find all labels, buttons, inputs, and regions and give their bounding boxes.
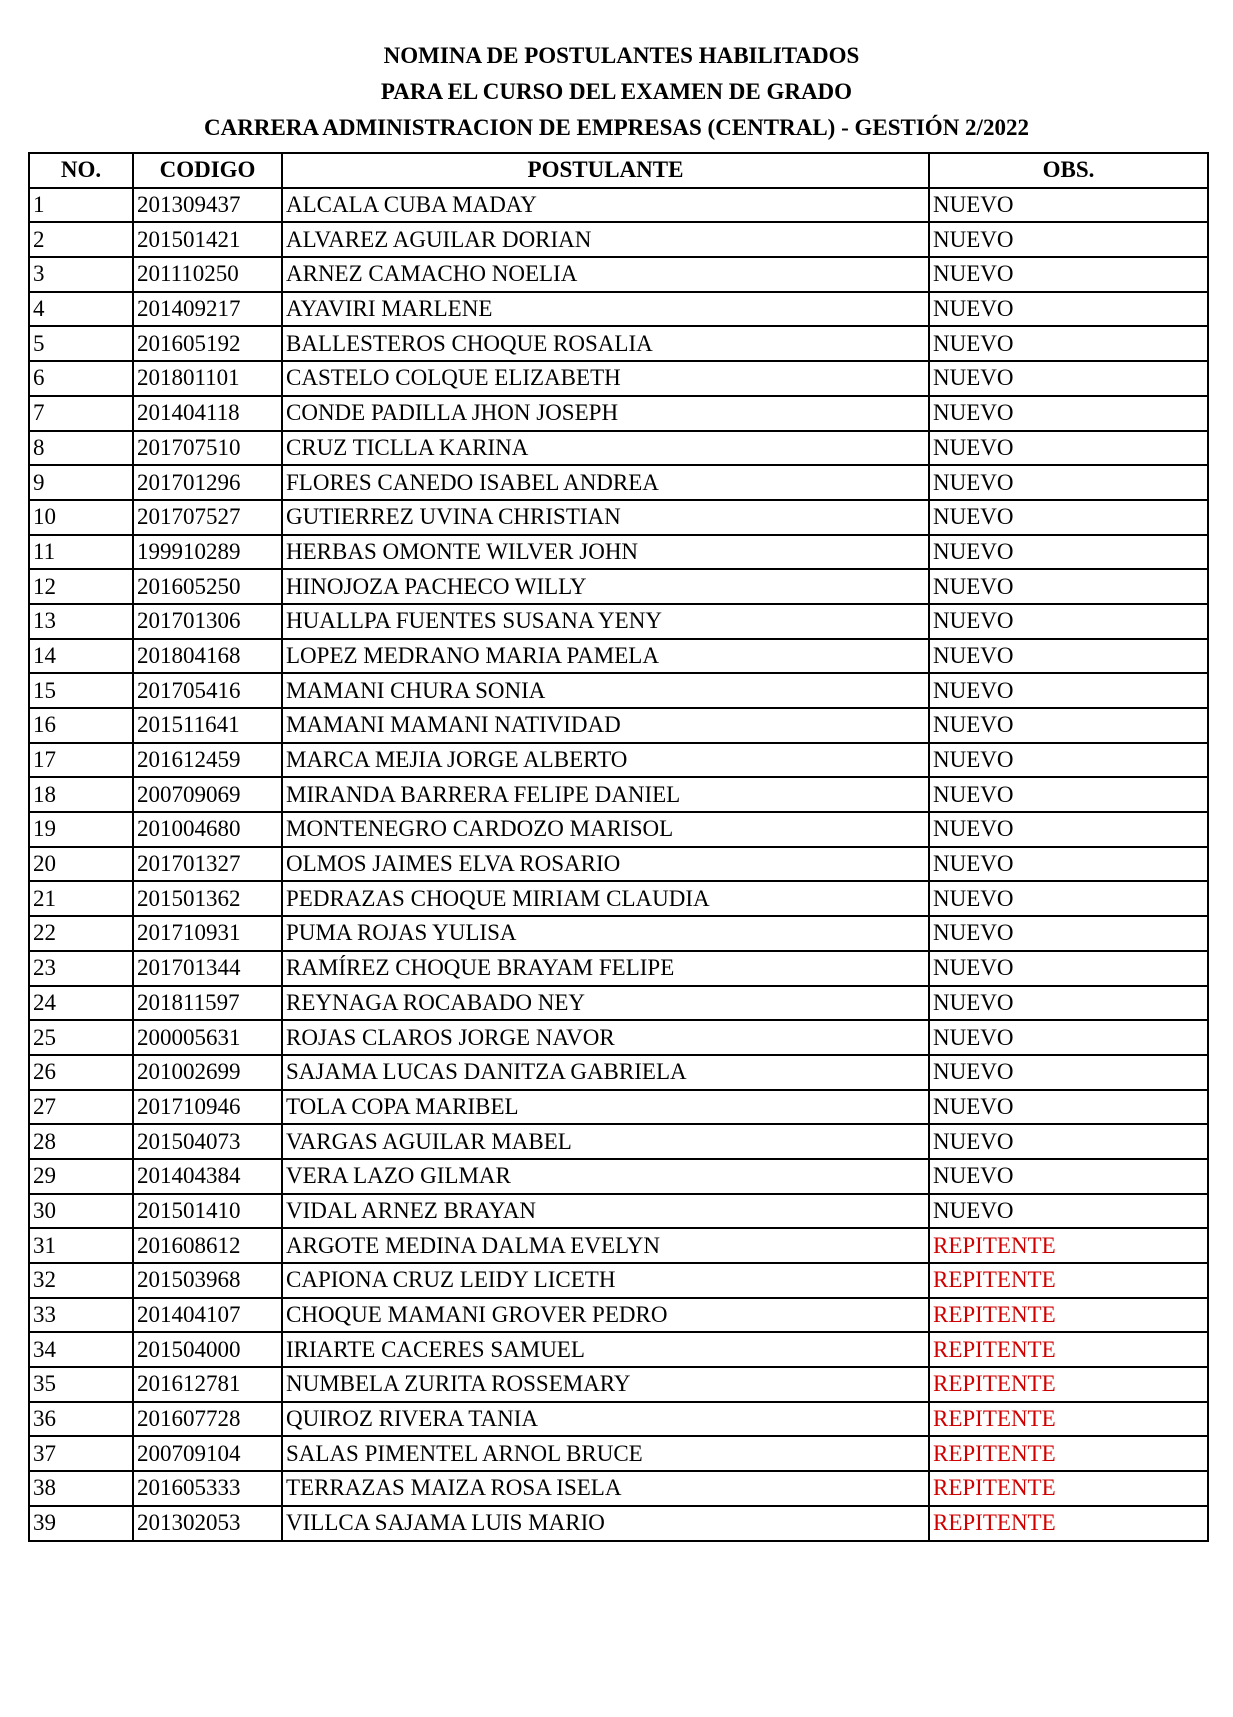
cell-obs: NUEVO (929, 1124, 1208, 1159)
cell-no: 20 (29, 847, 133, 882)
cell-codigo: 201605333 (133, 1471, 282, 1506)
table-row (29, 1263, 1208, 1298)
cell-postulante: RAMÍREZ CHOQUE BRAYAM FELIPE (282, 951, 929, 986)
cell-no: 30 (29, 1194, 133, 1229)
table-row (29, 500, 1208, 535)
column-header-postulante: POSTULANTE (282, 153, 929, 188)
cell-no: 24 (29, 986, 133, 1021)
cell-codigo: 201404118 (133, 396, 282, 431)
cell-postulante: ARGOTE MEDINA DALMA EVELYN (282, 1228, 929, 1263)
cell-no: 11 (29, 535, 133, 570)
cell-no: 36 (29, 1402, 133, 1437)
table-row (29, 188, 1208, 223)
cell-codigo: 201004680 (133, 812, 282, 847)
cell-codigo: 201707510 (133, 431, 282, 466)
cell-obs: REPITENTE (929, 1228, 1208, 1263)
cell-obs: NUEVO (929, 292, 1208, 327)
cell-obs: NUEVO (929, 916, 1208, 951)
cell-no: 27 (29, 1090, 133, 1125)
table-row (29, 604, 1208, 639)
table-row (29, 1298, 1208, 1333)
cell-no: 13 (29, 604, 133, 639)
table-row (29, 1194, 1208, 1229)
cell-no: 6 (29, 361, 133, 396)
cell-obs: REPITENTE (929, 1298, 1208, 1333)
cell-codigo: 201501410 (133, 1194, 282, 1229)
cell-postulante: SALAS PIMENTEL ARNOL BRUCE (282, 1436, 929, 1471)
cell-obs: NUEVO (929, 1020, 1208, 1055)
cell-obs: NUEVO (929, 361, 1208, 396)
cell-obs: NUEVO (929, 222, 1208, 257)
cell-no: 34 (29, 1332, 133, 1367)
cell-codigo: 201608612 (133, 1228, 282, 1263)
cell-obs: NUEVO (929, 1159, 1208, 1194)
cell-obs: NUEVO (929, 431, 1208, 466)
table-row (29, 361, 1208, 396)
cell-no: 35 (29, 1367, 133, 1402)
cell-codigo: 201404384 (133, 1159, 282, 1194)
cell-codigo: 201302053 (133, 1506, 282, 1541)
cell-obs: NUEVO (929, 326, 1208, 361)
column-header-codigo: CODIGO (133, 153, 282, 188)
cell-codigo: 201504000 (133, 1332, 282, 1367)
document-header (0, 38, 1233, 146)
cell-no: 22 (29, 916, 133, 951)
cell-no: 3 (29, 257, 133, 292)
cell-obs: REPITENTE (929, 1332, 1208, 1367)
cell-codigo: 201501362 (133, 881, 282, 916)
cell-no: 18 (29, 777, 133, 812)
cell-codigo: 201612781 (133, 1367, 282, 1402)
title-line-3: CARRERA ADMINISTRACION DE EMPRESAS (CENTRAL) - GESTIÓN 2/2022 (204, 115, 1029, 140)
cell-codigo: 201605250 (133, 569, 282, 604)
cell-postulante: HUALLPA FUENTES SUSANA YENY (282, 604, 929, 639)
table-row (29, 916, 1208, 951)
cell-postulante: MONTENEGRO CARDOZO MARISOL (282, 812, 929, 847)
cell-no: 21 (29, 881, 133, 916)
table-row (29, 1124, 1208, 1159)
cell-postulante: CONDE PADILLA JHON JOSEPH (282, 396, 929, 431)
cell-obs: NUEVO (929, 951, 1208, 986)
table-row (29, 326, 1208, 361)
cell-obs: NUEVO (929, 708, 1208, 743)
cell-obs: NUEVO (929, 569, 1208, 604)
cell-postulante: LOPEZ MEDRANO MARIA PAMELA (282, 639, 929, 674)
table-row (29, 986, 1208, 1021)
table-row (29, 1020, 1208, 1055)
table-row (29, 1332, 1208, 1367)
cell-postulante: ALVAREZ AGUILAR DORIAN (282, 222, 929, 257)
cell-obs: NUEVO (929, 257, 1208, 292)
cell-obs: NUEVO (929, 847, 1208, 882)
cell-no: 25 (29, 1020, 133, 1055)
cell-codigo: 200005631 (133, 1020, 282, 1055)
cell-postulante: HERBAS OMONTE WILVER JOHN (282, 535, 929, 570)
cell-postulante: NUMBELA ZURITA ROSSEMARY (282, 1367, 929, 1402)
cell-obs: NUEVO (929, 604, 1208, 639)
cell-no: 12 (29, 569, 133, 604)
cell-no: 1 (29, 188, 133, 223)
cell-no: 31 (29, 1228, 133, 1263)
cell-codigo: 201607728 (133, 1402, 282, 1437)
cell-obs: NUEVO (929, 639, 1208, 674)
cell-postulante: FLORES CANEDO ISABEL ANDREA (282, 465, 929, 500)
table-body (29, 188, 1208, 1541)
cell-postulante: TOLA COPA MARIBEL (282, 1090, 929, 1125)
cell-postulante: CAPIONA CRUZ LEIDY LICETH (282, 1263, 929, 1298)
cell-postulante: ALCALA CUBA MADAY (282, 188, 929, 223)
cell-codigo: 201612459 (133, 743, 282, 778)
cell-postulante: ARNEZ CAMACHO NOELIA (282, 257, 929, 292)
table-row (29, 292, 1208, 327)
cell-no: 19 (29, 812, 133, 847)
cell-codigo: 201504073 (133, 1124, 282, 1159)
cell-postulante: OLMOS JAIMES ELVA ROSARIO (282, 847, 929, 882)
cell-obs: NUEVO (929, 500, 1208, 535)
cell-codigo: 201801101 (133, 361, 282, 396)
cell-obs: NUEVO (929, 743, 1208, 778)
cell-postulante: VIDAL ARNEZ BRAYAN (282, 1194, 929, 1229)
cell-codigo: 201701327 (133, 847, 282, 882)
table-row (29, 396, 1208, 431)
table-row (29, 1228, 1208, 1263)
cell-postulante: SAJAMA LUCAS DANITZA GABRIELA (282, 1055, 929, 1090)
cell-obs: NUEVO (929, 396, 1208, 431)
cell-postulante: REYNAGA ROCABADO NEY (282, 986, 929, 1021)
table-row (29, 569, 1208, 604)
table-row (29, 1402, 1208, 1437)
cell-postulante: PUMA ROJAS YULISA (282, 916, 929, 951)
cell-no: 39 (29, 1506, 133, 1541)
cell-no: 32 (29, 1263, 133, 1298)
table-row (29, 1506, 1208, 1541)
table-row (29, 777, 1208, 812)
cell-postulante: VARGAS AGUILAR MABEL (282, 1124, 929, 1159)
cell-no: 37 (29, 1436, 133, 1471)
cell-codigo: 200709104 (133, 1436, 282, 1471)
cell-obs: NUEVO (929, 812, 1208, 847)
cell-postulante: AYAVIRI MARLENE (282, 292, 929, 327)
cell-obs: NUEVO (929, 535, 1208, 570)
cell-postulante: HINOJOZA PACHECO WILLY (282, 569, 929, 604)
cell-obs: REPITENTE (929, 1506, 1208, 1541)
table-row (29, 431, 1208, 466)
table-row (29, 812, 1208, 847)
table-row (29, 222, 1208, 257)
cell-obs: REPITENTE (929, 1436, 1208, 1471)
cell-obs: NUEVO (929, 1055, 1208, 1090)
cell-codigo: 201110250 (133, 257, 282, 292)
cell-postulante: ROJAS CLAROS JORGE NAVOR (282, 1020, 929, 1055)
cell-postulante: CHOQUE MAMANI GROVER PEDRO (282, 1298, 929, 1333)
cell-codigo: 200709069 (133, 777, 282, 812)
cell-no: 28 (29, 1124, 133, 1159)
cell-postulante: CRUZ TICLLA KARINA (282, 431, 929, 466)
applicants-table (28, 152, 1209, 1542)
cell-codigo: 201404107 (133, 1298, 282, 1333)
cell-no: 14 (29, 639, 133, 674)
cell-obs: REPITENTE (929, 1263, 1208, 1298)
cell-codigo: 201811597 (133, 986, 282, 1021)
cell-codigo: 201309437 (133, 188, 282, 223)
cell-no: 38 (29, 1471, 133, 1506)
column-header-no: NO. (29, 153, 133, 188)
cell-no: 5 (29, 326, 133, 361)
cell-postulante: VERA LAZO GILMAR (282, 1159, 929, 1194)
table-header-row (29, 153, 1208, 188)
cell-postulante: VILLCA SAJAMA LUIS MARIO (282, 1506, 929, 1541)
table-row (29, 1055, 1208, 1090)
cell-postulante: MIRANDA BARRERA FELIPE DANIEL (282, 777, 929, 812)
cell-no: 15 (29, 673, 133, 708)
cell-codigo: 201707527 (133, 500, 282, 535)
cell-obs: NUEVO (929, 1090, 1208, 1125)
cell-no: 23 (29, 951, 133, 986)
cell-no: 10 (29, 500, 133, 535)
cell-codigo: 201503968 (133, 1263, 282, 1298)
table-row (29, 535, 1208, 570)
table-row (29, 708, 1208, 743)
cell-postulante: CASTELO COLQUE ELIZABETH (282, 361, 929, 396)
table-row (29, 743, 1208, 778)
table-row (29, 1436, 1208, 1471)
cell-codigo: 201710946 (133, 1090, 282, 1125)
table-row (29, 951, 1208, 986)
cell-codigo: 201701306 (133, 604, 282, 639)
cell-postulante: QUIROZ RIVERA TANIA (282, 1402, 929, 1437)
cell-postulante: MAMANI CHURA SONIA (282, 673, 929, 708)
cell-codigo: 201002699 (133, 1055, 282, 1090)
cell-postulante: TERRAZAS MAIZA ROSA ISELA (282, 1471, 929, 1506)
table-row (29, 881, 1208, 916)
cell-no: 8 (29, 431, 133, 466)
cell-no: 33 (29, 1298, 133, 1333)
cell-no: 4 (29, 292, 133, 327)
cell-codigo: 201710931 (133, 916, 282, 951)
cell-obs: NUEVO (929, 465, 1208, 500)
table-row (29, 673, 1208, 708)
cell-no: 7 (29, 396, 133, 431)
cell-codigo: 201701296 (133, 465, 282, 500)
cell-codigo: 201804168 (133, 639, 282, 674)
table-row (29, 257, 1208, 292)
cell-codigo: 201705416 (133, 673, 282, 708)
cell-obs: REPITENTE (929, 1367, 1208, 1402)
cell-codigo: 199910289 (133, 535, 282, 570)
cell-codigo: 201511641 (133, 708, 282, 743)
cell-postulante: PEDRAZAS CHOQUE MIRIAM CLAUDIA (282, 881, 929, 916)
cell-postulante: GUTIERREZ UVINA CHRISTIAN (282, 500, 929, 535)
cell-codigo: 201501421 (133, 222, 282, 257)
cell-obs: REPITENTE (929, 1471, 1208, 1506)
cell-obs: NUEVO (929, 881, 1208, 916)
table-row (29, 639, 1208, 674)
cell-no: 26 (29, 1055, 133, 1090)
cell-postulante: MAMANI MAMANI NATIVIDAD (282, 708, 929, 743)
cell-no: 16 (29, 708, 133, 743)
cell-obs: NUEVO (929, 188, 1208, 223)
title-line-1: NOMINA DE POSTULANTES HABILITADOS (383, 43, 860, 68)
cell-obs: NUEVO (929, 777, 1208, 812)
cell-postulante: IRIARTE CACERES SAMUEL (282, 1332, 929, 1367)
cell-codigo: 201409217 (133, 292, 282, 327)
cell-postulante: MARCA MEJIA JORGE ALBERTO (282, 743, 929, 778)
cell-no: 29 (29, 1159, 133, 1194)
cell-obs: NUEVO (929, 673, 1208, 708)
cell-postulante: BALLESTEROS CHOQUE ROSALIA (282, 326, 929, 361)
cell-obs: NUEVO (929, 1194, 1208, 1229)
column-header-obs: OBS. (929, 153, 1208, 188)
cell-obs: NUEVO (929, 986, 1208, 1021)
table-row (29, 1471, 1208, 1506)
table-row (29, 847, 1208, 882)
title-line-2: PARA EL CURSO DEL EXAMEN DE GRADO (380, 79, 853, 104)
cell-codigo: 201605192 (133, 326, 282, 361)
table-row (29, 1367, 1208, 1402)
table-row (29, 465, 1208, 500)
table-row (29, 1159, 1208, 1194)
cell-obs: REPITENTE (929, 1402, 1208, 1437)
table-row (29, 1090, 1208, 1125)
cell-no: 17 (29, 743, 133, 778)
cell-no: 9 (29, 465, 133, 500)
cell-codigo: 201701344 (133, 951, 282, 986)
cell-no: 2 (29, 222, 133, 257)
